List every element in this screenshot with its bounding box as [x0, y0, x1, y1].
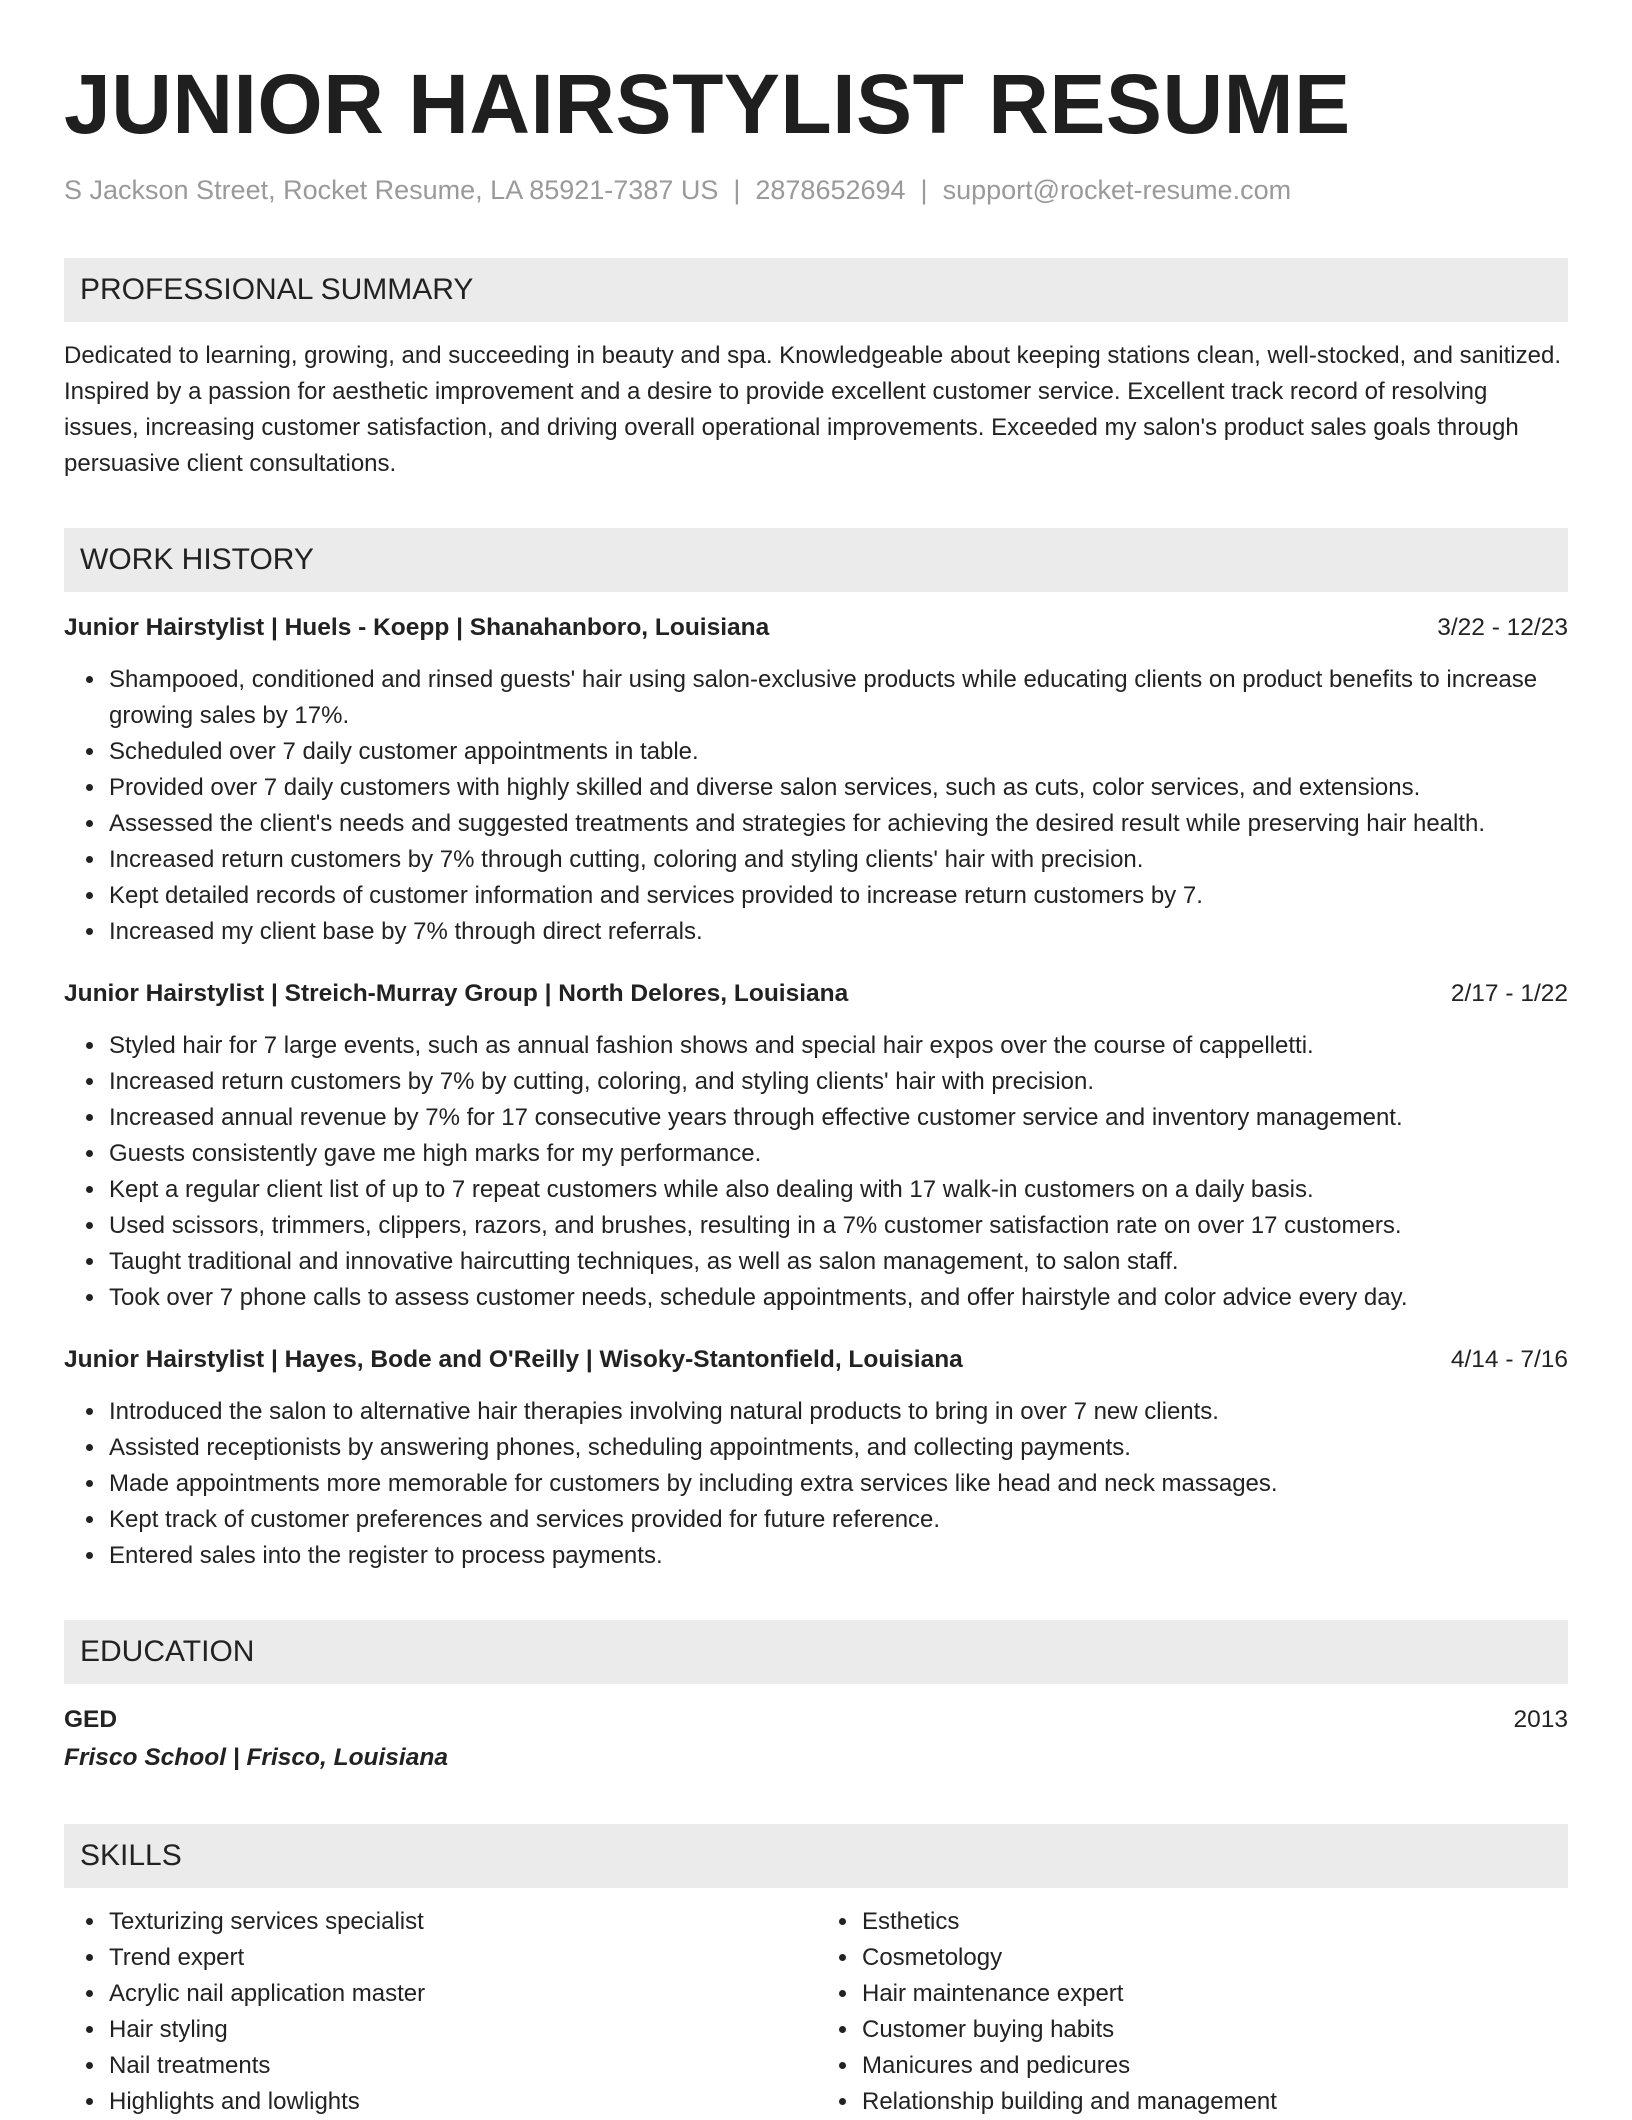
skill-item: • Trend expert [107, 1940, 815, 1976]
job-bullets [64, 662, 1568, 950]
job-dates: 4/14 - 7/16 [1450, 1346, 1568, 1373]
summary-text: Dedicated to learning, growing, and succeeding in beauty and spa. Knowledgeable about keeping stations clean, well-stocked, and sanitized. Inspired by a passion for aesthetic improvement and a desire to provide excellent customer service. Excellent track record of resolving issues, increasing customer satisfaction, and driving overall operational improvements. Exceeded my salon's product sales goals through persuasive client consultations. [64, 342, 1561, 477]
skill-item: • Customer buying habits [860, 2012, 1568, 2048]
job-bullet: • Scheduled over 7 daily customer appointments in table. [107, 734, 1568, 770]
education-school: Frisco School | Frisco, Louisiana [64, 1744, 448, 1771]
job-bullet: • Made appointments more memorable for customers by including extra services like head and neck massages. [107, 1466, 1568, 1502]
job-bullet: • Increased annual revenue by 7% for 17 consecutive years through effective customer service and inventory management. [107, 1100, 1568, 1136]
job-bullet: • Increased my client base by 7% through direct referrals. [107, 914, 1568, 950]
job-bullet: • Assessed the client's needs and suggested treatments and strategies for achieving the desired result while preserving hair health. [107, 806, 1568, 842]
skill-item: • Manicures and pedicures [860, 2048, 1568, 2084]
skills-list-left [64, 1904, 815, 2120]
job-dates: 3/22 - 12/23 [1437, 614, 1568, 641]
job-header [64, 1342, 1568, 1378]
job-title: Junior Hairstylist | Hayes, Bode and O'Reilly | Wisoky-Stantonfield, Louisiana [64, 1346, 963, 1373]
job-title: Junior Hairstylist | Huels - Koepp | Shanahanboro, Louisiana [64, 614, 770, 641]
job-bullets [64, 1394, 1568, 1574]
skill-item: • Cosmetology [860, 1940, 1568, 1976]
skills-list-right [815, 1904, 1568, 2120]
skill-item: • Esthetics [860, 1904, 1568, 1940]
skills-columns [64, 1904, 1568, 2120]
contact-email: support@rocket-resume.com [942, 175, 1292, 205]
section-header-skills: SKILLS [64, 1824, 1568, 1888]
section-header-education: EDUCATION [64, 1620, 1568, 1684]
job-entry [64, 610, 1568, 950]
job-bullet: • Increased return customers by 7% through cutting, coloring and styling clients' hair with precision. [107, 842, 1568, 878]
skill-item: • Relationship building and management [860, 2084, 1568, 2120]
job-bullet: • Increased return customers by 7% by cutting, coloring, and styling clients' hair with precision. [107, 1064, 1568, 1100]
job-bullet: • Kept a regular client list of up to 7 repeat customers while also dealing with 17 walk-in customers on a daily basis. [107, 1172, 1568, 1208]
skill-item: • Acrylic nail application master [107, 1976, 815, 2012]
skill-item: • Texturizing services specialist [107, 1904, 815, 1940]
job-bullet: • Entered sales into the register to process payments. [107, 1538, 1568, 1574]
job-bullet: • Assisted receptionists by answering phones, scheduling appointments, and collecting payments. [107, 1430, 1568, 1466]
skill-item: • Hair styling [107, 2012, 815, 2048]
job-bullet: • Guests consistently gave me high marks for my performance. [107, 1136, 1568, 1172]
job-entry [64, 1342, 1568, 1574]
job-bullet: • Introduced the salon to alternative hair therapies involving natural products to bring in over 7 new clients. [107, 1394, 1568, 1430]
job-bullet: • Taught traditional and innovative haircutting techniques, as well as salon management, to salon staff. [107, 1244, 1568, 1280]
education-degree: GED [64, 1706, 118, 1733]
job-title: Junior Hairstylist | Streich-Murray Group | North Delores, Louisiana [64, 980, 849, 1007]
job-dates: 2/17 - 1/22 [1450, 980, 1568, 1007]
job-bullet: • Kept detailed records of customer information and services provided to increase return customers by 7. [107, 878, 1568, 914]
contact-line [64, 172, 1568, 208]
contact-address: S Jackson Street, Rocket Resume, LA 85921-7387 US [64, 175, 719, 205]
section-header-work-history: WORK HISTORY [64, 528, 1568, 592]
job-bullet: • Shampooed, conditioned and rinsed guests' hair using salon-exclusive products while educating clients on product benefits to increase growing sales by 17%. [107, 662, 1568, 734]
education-year: 2013 [1513, 1706, 1568, 1733]
work-history-list [64, 610, 1568, 1574]
job-bullet: • Provided over 7 daily customers with highly skilled and diverse salon services, such as cuts, color services, and extensions. [107, 770, 1568, 806]
contact-phone: 2878652694 [755, 175, 906, 205]
education-entry [64, 1702, 1568, 1738]
skill-item: • Highlights and lowlights [107, 2084, 815, 2120]
job-entry [64, 976, 1568, 1316]
section-header-summary: PROFESSIONAL SUMMARY [64, 258, 1568, 322]
skill-item: • Nail treatments [107, 2048, 815, 2084]
skill-item: • Hair maintenance expert [860, 1976, 1568, 2012]
job-bullet: • Took over 7 phone calls to assess customer needs, schedule appointments, and offer hairstyle and color advice every day. [107, 1280, 1568, 1316]
job-header [64, 976, 1568, 1012]
job-bullet: • Used scissors, trimmers, clippers, razors, and brushes, resulting in a 7% customer satisfaction rate on over 17 customers. [107, 1208, 1568, 1244]
job-header [64, 610, 1568, 646]
job-bullet: • Styled hair for 7 large events, such as annual fashion shows and special hair expos over the course of cappelletti. [107, 1028, 1568, 1064]
resume-title: JUNIOR HAIRSTYLIST RESUME [64, 57, 1351, 151]
job-bullets [64, 1028, 1568, 1316]
contact-separator: | [920, 175, 928, 205]
job-bullet: • Kept track of customer preferences and services provided for future reference. [107, 1502, 1568, 1538]
contact-separator: | [733, 175, 741, 205]
